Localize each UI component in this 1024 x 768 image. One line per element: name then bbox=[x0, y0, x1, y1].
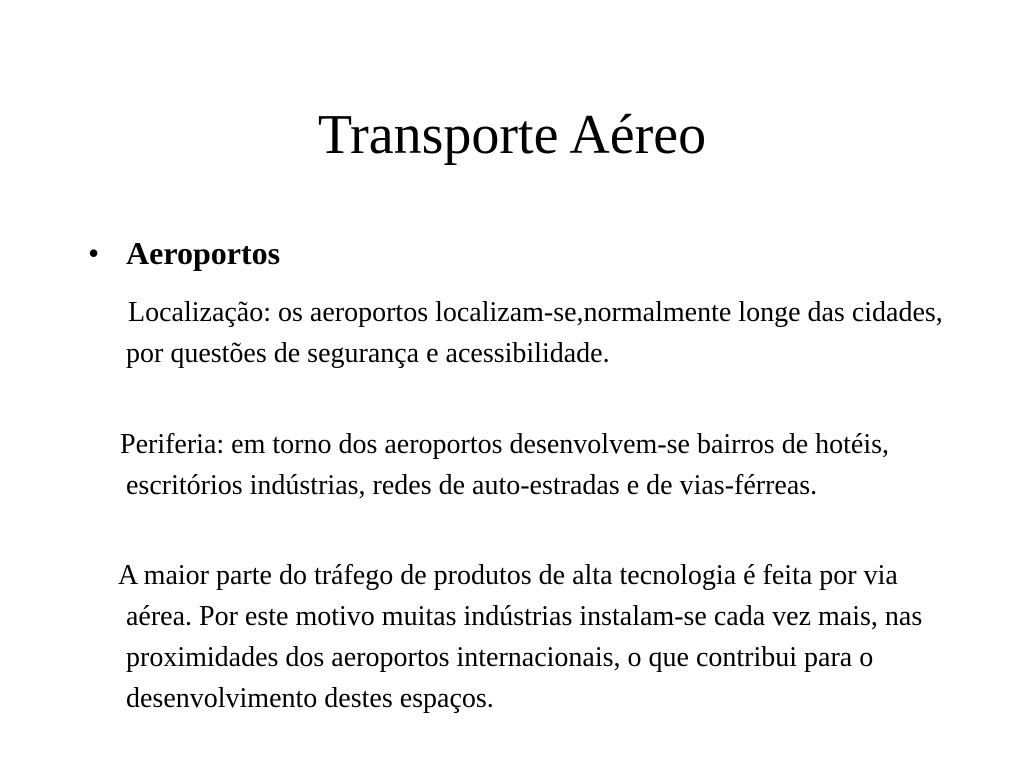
slide-title: Transporte Aéreo bbox=[317, 104, 707, 166]
paragraph-localizacao: Localização: os aeroportos localizam-se,normalmente longe das cidades, por questões de segurança e acessibilidade. bbox=[126, 297, 943, 369]
paragraph-periferia: Periferia: em torno dos aeroportos desenvolvem-se bairros de hotéis, escritórios indústrias, redes de auto-estradas e de vias-férreas. bbox=[120, 429, 890, 501]
bullet-icon: • bbox=[88, 235, 100, 271]
bullet-heading: Aeroportos bbox=[126, 235, 281, 271]
paragraph-trafego: A maior parte do tráfego de produtos de alta tecnologia é feita por via aérea. Por este motivo muitas indústrias instalam-se cada vez mais, nas proximidades dos aeroportos internacionais, o que contribui para o desenvolvimento destes espaços. bbox=[118, 560, 923, 714]
